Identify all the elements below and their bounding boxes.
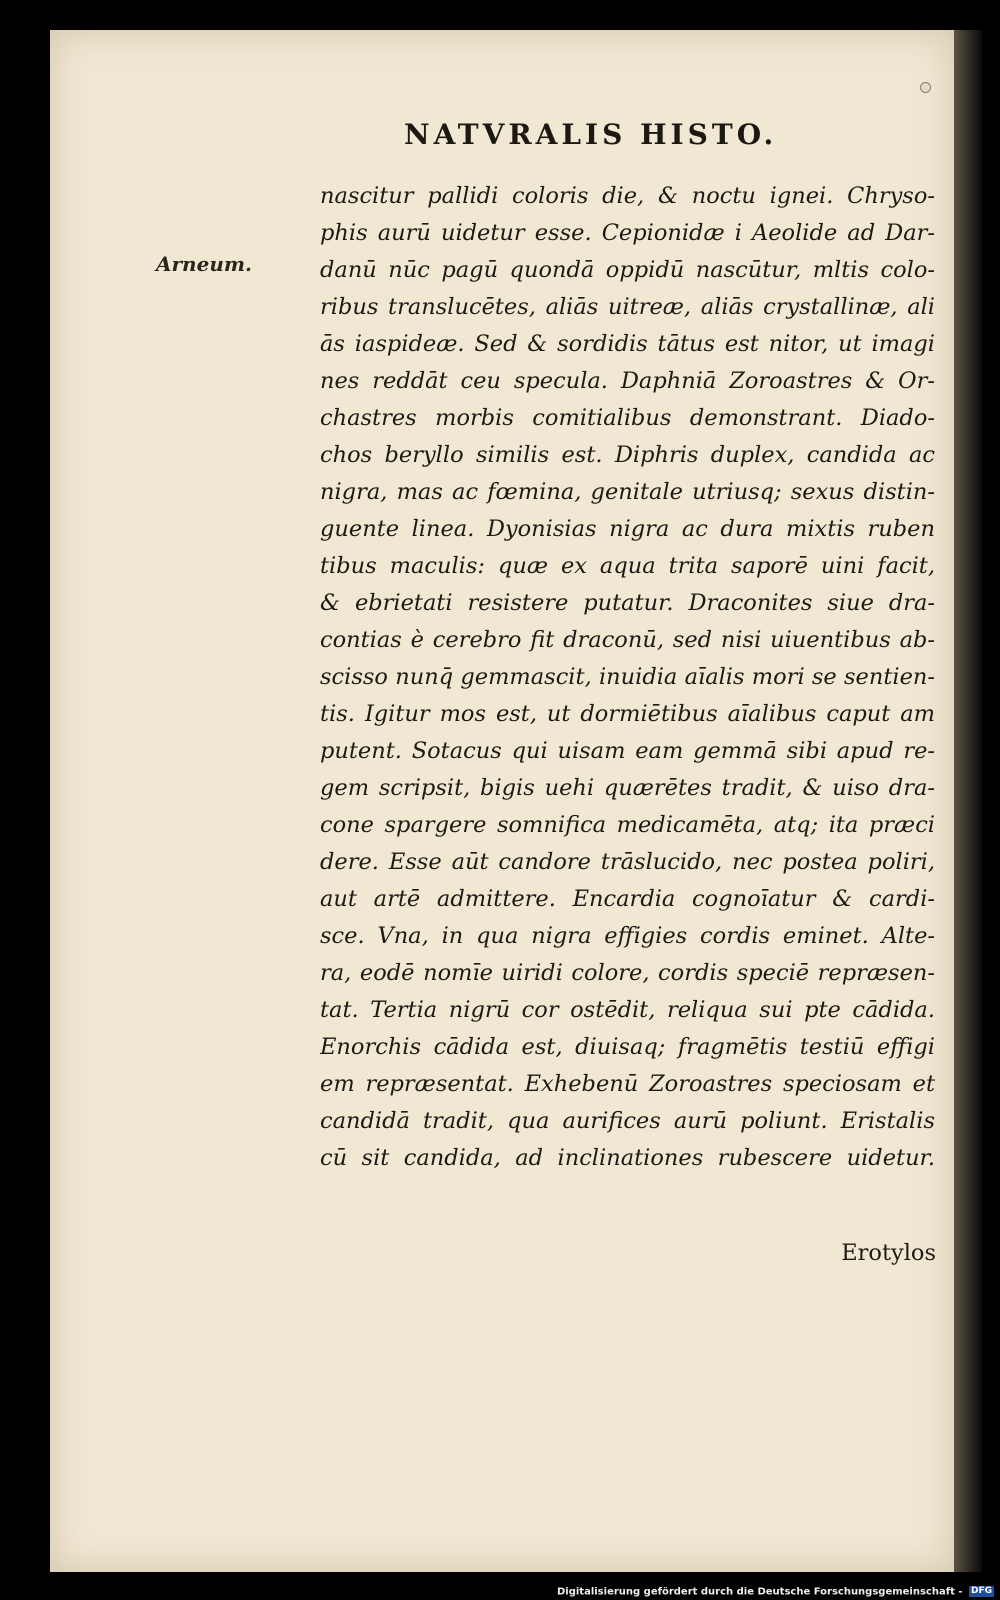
text-line: tat. Tertia nigrū cor ostēdit, reliqua sui pte cādida. [320,997,935,1023]
text-line: nigra, mas ac fœmina, genitale utriusq; sexus distin- [320,479,935,505]
dfg-logo: DFG [970,1585,992,1596]
text-line: dere. Esse aūt candore trāslucido, nec postea poliri, [320,849,935,875]
text-line: nascitur pallidi coloris die, & noctu ignei. Chryso- [320,183,935,209]
text-line: candidā tradit, qua aurifices aurū poliunt. Eristalis [320,1108,935,1134]
text-line: cone spargere somnifica medicamēta, atq; ita præci [320,812,935,838]
text-line: gem scripsit, bigis uehi quærētes tradit, & uiso dra- [320,775,935,801]
text-line: ra, eodē nomīe uiridi colore, cordis speciē repræsen- [320,960,935,986]
text-line: chastres morbis comitialibus demonstrant. Diado- [320,405,935,431]
text-line: em repræsentat. Exhebenū Zoroastres speciosam et [320,1071,935,1097]
text-line: phis aurū uidetur esse. Cepionidæ i Aeolide ad Dar- [320,220,935,246]
text-line: putent. Sotacus qui uisam eam gemmā sibi apud re- [320,738,935,764]
text-line: ribus translucētes, aliās uitreæ, aliās crystallinæ, ali [320,294,935,320]
text-line: nes reddāt ceu specula. Daphniā Zoroastres & Or- [320,368,935,394]
text-line: & ebrietati resistere putatur. Draconites siue dra- [320,590,935,616]
text-line: cū sit candida, ad inclinationes rubescere uidetur. [320,1145,935,1171]
text-line: sce. Vna, in qua nigra effigies cordis eminet. Alte- [320,923,935,949]
text-line: Enorchis cādida est, diuisaq; fragmētis testiū effigi [320,1034,935,1060]
text-line: contias è cerebro fit draconū, sed nisi uiuentibus ab- [320,627,935,653]
text-line: danū nūc pagū quondā oppidū nascūtur, mltis colo- [320,257,935,283]
text-line: scisso nunq̄ gemmascit, inuidia aīalis mori se sentien- [320,664,935,690]
text-line: tibus maculis: quæ ex aqua trita saporē uini facit, [320,553,935,579]
body-text [320,178,935,1177]
text-line: guente linea. Dyonisias nigra ac dura mixtis ruben [320,516,935,542]
text-line: aut artē admittere. Encardia cognoīatur & cardi- [320,886,935,912]
margin-note: Arneum. [156,252,252,276]
text-line: ās iaspideæ. Sed & sordidis tātus est nitor, ut imagi [320,331,935,357]
credit-text: Digitalisierung gefördert durch die Deutsche Forschungsgemeinschaft - [556,1586,963,1597]
running-head: NATVRALIS HISTO. [404,118,778,151]
text-line: tis. Igitur mos est, ut dormiētibus aīalibus caput am [320,701,935,727]
pin-hole-mark [920,82,931,93]
digitization-credit [557,1586,994,1598]
page-edge [954,30,982,1572]
text-line: chos beryllo similis est. Diphris duplex, candida ac [320,442,935,468]
catchword: Erotylos [841,1240,936,1266]
